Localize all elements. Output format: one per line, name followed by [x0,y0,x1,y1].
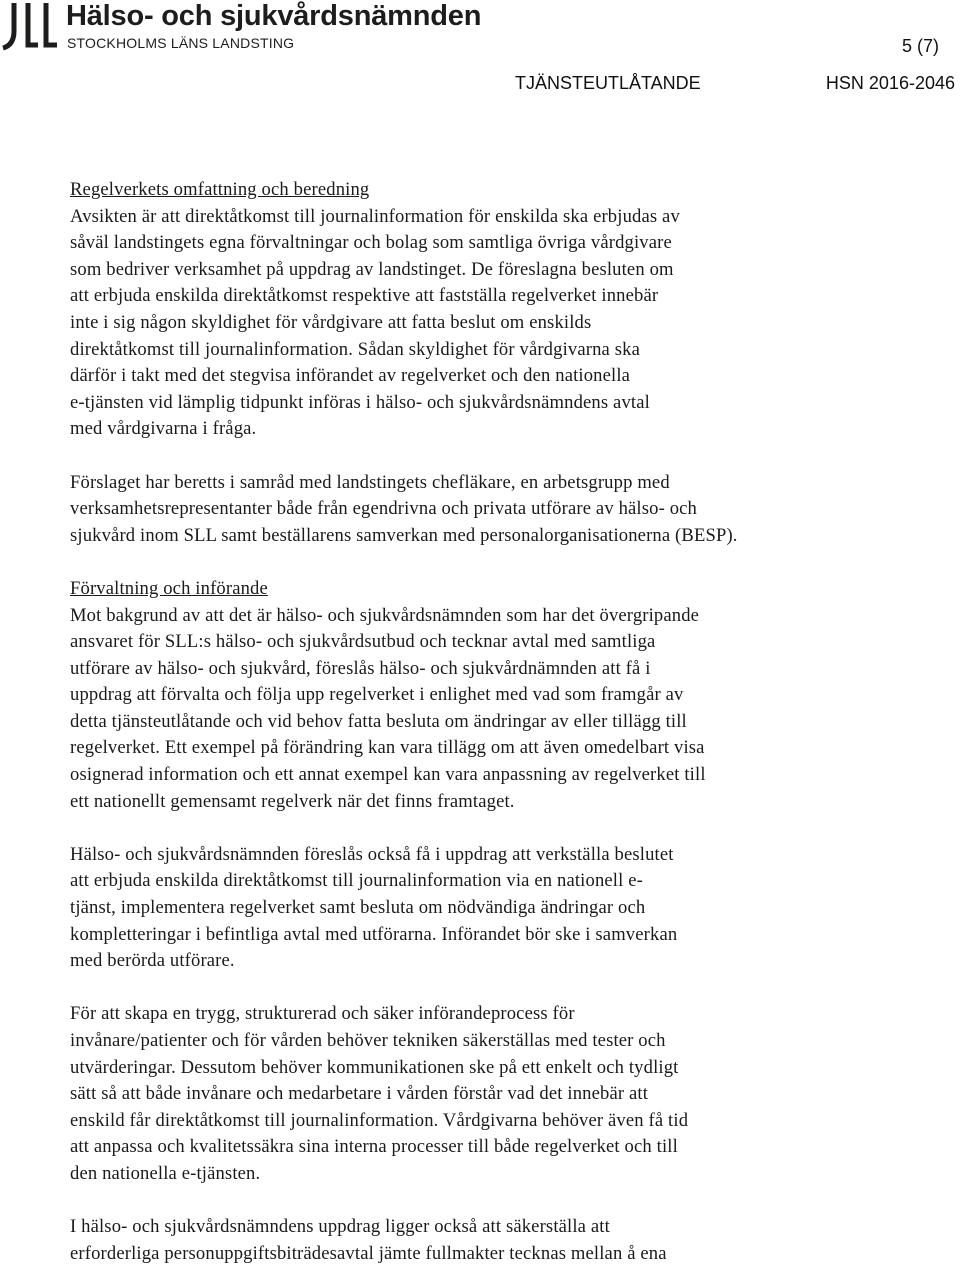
text-line: att erbjuda enskilda direktåtkomst till journalinformation via en nationell e- [70,870,643,892]
org-subtitle: STOCKHOLMS LÄNS LANDSTING [67,35,295,51]
text-line: därför i takt med det stegvisa införandet av regelverket och den nationella [70,365,631,387]
text-line: ett nationellt gemensamt regelverk när det finns framtaget. [70,790,515,812]
paragraph-spacer [70,1188,950,1215]
text-line: tjänst, implementera regelverket samt besluta om nödvändiga ändringar och [70,897,646,919]
text-line: erforderliga personuppgiftsbiträdesavtal jämte fullmakter tecknas mellan å ena [70,1242,667,1264]
text-line: För att skapa en trygg, strukturerad och säker införandeprocess för [70,1003,575,1025]
text-line: osignerad information och ett annat exempel kan vara anpassning av regelverket till [70,764,706,786]
text-line: utförare av hälso- och sjukvård, föreslås hälso- och sjukvårdnämnden att få i [70,657,651,679]
text-line: Avsikten är att direktåtkomst till journalinformation för enskilda ska erbjudas av [70,205,680,227]
text-line: regelverket. Ett exempel på förändring kan vara tillägg om att även omedelbart visa [70,737,705,759]
section-heading: Förvaltning och införande [70,577,268,599]
text-line: verksamhetsrepresentanter både från egendrivna och privata utförare av hälso- och [70,498,698,520]
text-line: inte i sig någon skyldighet för vårdgivare att fatta beslut om enskilds [70,311,592,333]
text-line: kompletteringar i befintliga avtal med utförarna. Införandet bör ske i samverkan [70,923,678,945]
text-line: direktåtkomst till journalinformation. Sådan skyldighet för vårdgivarna ska [70,338,640,360]
text-line: detta tjänsteutlåtande och vid behov fatta besluta om ändringar av eller tillägg till [70,710,687,732]
text-line: Mot bakgrund av att det är hälso- och sjukvårdsnämnden som har det övergripande [70,604,700,626]
paragraph-spacer [70,815,950,842]
paragraph-spacer [70,549,950,576]
sll-logo [0,0,480,52]
paragraph-spacer [70,975,950,1002]
section-forvaltning [70,576,950,815]
text-line: att anpassa och kvalitetssäkra sina interna processer till både regelverket och till [70,1136,678,1158]
text-line: invånare/patienter och för vården behöver tekniken säkerställas med tester och [70,1030,666,1051]
text-line: enskild får direktåtkomst till journalinformation. Vårdgivarna behöver även få tid [70,1109,689,1131]
text-line: den nationella e-tjänsten. [70,1162,261,1184]
text-line: såväl landstingets egna förvaltningar och bolag som samtliga övriga vårdgivare [70,232,672,254]
org-title: Hälso- och sjukvårdsnämnden [66,0,482,32]
text-line: Hälso- och sjukvårdsnämnden föreslås också få i uppdrag att verkställa beslutet [70,843,674,865]
document-reference: HSN 2016-2046 [825,73,955,93]
text-line: sätt så att både invånare och medarbetare i vården förstår vad det innebär att [70,1083,649,1105]
text-line: sjukvård inom SLL samt beställarens samverkan med personalorganisationerna (BESP). [70,524,738,546]
text-line: som bedriver verksamhet på uppdrag av landstinget. De föreslagna besluten om [70,258,674,280]
text-line: med vårdgivarna i fråga. [70,418,257,440]
sll-emblem-icon [0,1,60,51]
text-line: att erbjuda enskilda direktåtkomst respektive att fastställa regelverket innebär [70,285,659,307]
text-line: I hälso- och sjukvårdsnämndens uppdrag ligger också att säkerställa att [70,1216,610,1238]
section-regelverk [70,177,950,443]
text-line: med berörda utförare. [70,950,235,972]
document-type: TJÄNSTEUTLÅTANDE [515,73,701,93]
section-heading: Regelverkets omfattning och beredning [70,179,370,200]
text-line: uppdrag att förvalta och följa upp regelverket i enlighet med vad som framgår av [70,684,684,706]
text-line: e-tjänsten vid lämplig tidpunkt införas i hälso- och sjukvårdsnämndens avtal [70,391,650,413]
text-line: utvärderingar. Dessutom behöver kommunikationen ske på ett enkelt och tydligt [70,1056,679,1078]
paragraph-personuppgifter [70,1214,950,1267]
text-line: ansvaret för SLL:s hälso- och sjukvårdsutbud och tecknar avtal med samtliga [70,631,656,653]
paragraph-beredning [70,470,950,550]
document-body [70,177,950,1267]
text-line: Förslaget har beretts i samråd med landstingets chefläkare, en arbetsgrupp med [70,471,670,493]
paragraph-uppdrag [70,842,950,975]
paragraph-inforandeprocess [70,1001,950,1187]
page-number: 5 (7) [901,36,939,56]
paragraph-spacer [70,443,950,470]
